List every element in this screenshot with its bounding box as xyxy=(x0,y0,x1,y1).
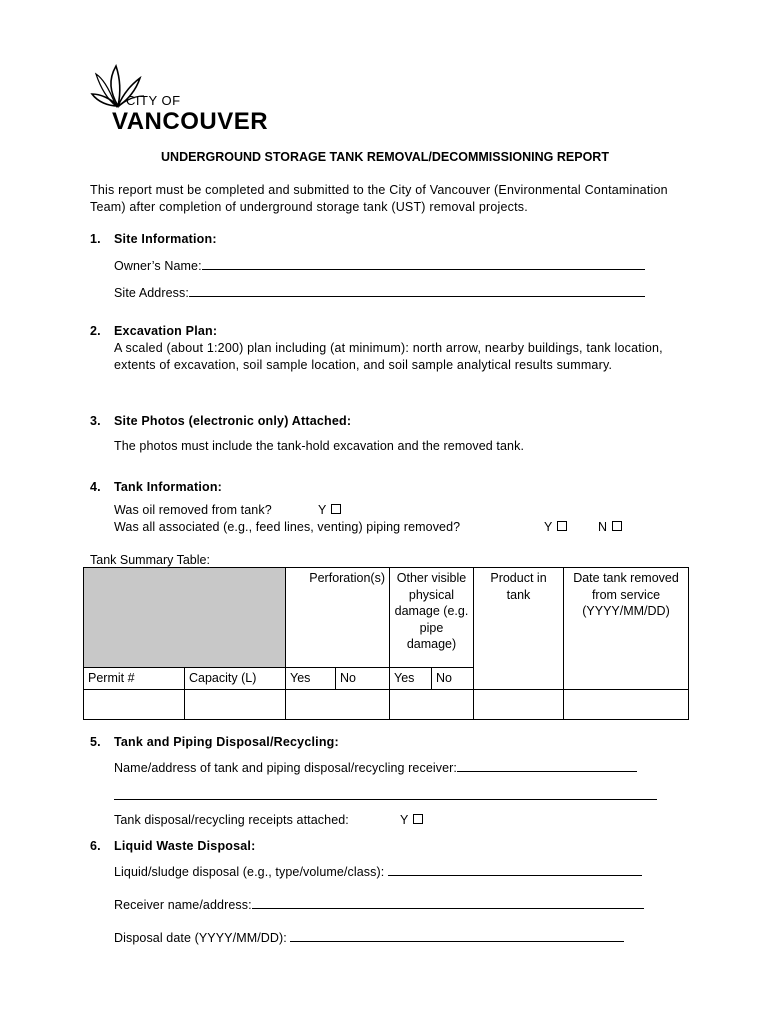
section-number: 1. xyxy=(90,232,101,246)
oil-removed-yes-checkbox[interactable] xyxy=(331,504,341,514)
piping-removed-question: Was all associated (e.g., feed lines, venting) piping removed? xyxy=(114,520,461,534)
section-1-heading xyxy=(90,232,217,246)
owner-name-row xyxy=(114,257,645,273)
yes-label: Y xyxy=(400,813,409,827)
section-number: 2. xyxy=(90,324,101,338)
damage-no-header: No xyxy=(432,668,474,690)
date-removed-header: Date tank removed from service (YYYY/MM/DD) xyxy=(564,568,689,690)
permit-header: Permit # xyxy=(84,668,185,690)
permit-cell[interactable] xyxy=(84,689,185,719)
piping-removed-no-checkbox[interactable] xyxy=(612,521,622,531)
oil-removed-question: Was oil removed from tank? xyxy=(114,503,272,517)
other-damage-header: Other visible physical damage (e.g. pipe damage) xyxy=(390,568,474,668)
table-row xyxy=(84,689,689,719)
oil-removed-yes-option xyxy=(318,503,341,517)
section-title: Tank Information: xyxy=(114,480,223,494)
product-in-tank-header: Product in tank xyxy=(474,568,564,690)
tank-summary-table xyxy=(83,567,689,720)
receiver-address-field[interactable] xyxy=(252,896,644,909)
owner-name-label: Owner’s Name: xyxy=(114,259,202,273)
receiver-address-row xyxy=(114,896,644,912)
section-number: 4. xyxy=(90,480,101,494)
site-address-row xyxy=(114,284,645,300)
disposal-receiver-row xyxy=(114,759,637,775)
site-photos-text: The photos must include the tank-hold excavation and the removed tank. xyxy=(114,439,525,453)
capacity-cell[interactable] xyxy=(185,689,286,719)
capacity-header: Capacity (L) xyxy=(185,668,286,690)
section-title: Excavation Plan: xyxy=(114,324,218,338)
no-label: N xyxy=(598,520,608,534)
damage-cell[interactable] xyxy=(390,689,474,719)
section-title: Site Information: xyxy=(114,232,217,246)
table-header-blank xyxy=(84,568,286,668)
excavation-plan-text: A scaled (about 1:200) plan including (at minimum): north arrow, nearby buildings, tank location, extents of excavation, soil sample location, and soil sample analytical results summary. xyxy=(114,341,663,372)
disposal-receiver-field-2[interactable] xyxy=(114,787,657,803)
section-number: 5. xyxy=(90,735,101,749)
site-address-field[interactable] xyxy=(189,284,645,297)
disposal-receiver-field[interactable] xyxy=(457,759,637,772)
receipts-yes-option xyxy=(400,813,423,827)
disposal-date-label: Disposal date (YYYY/MM/DD): xyxy=(114,931,287,945)
receipts-yes-checkbox[interactable] xyxy=(413,814,423,824)
disposal-receiver-label: Name/address of tank and piping disposal/recycling receiver: xyxy=(114,761,457,775)
tank-summary-caption: Tank Summary Table: xyxy=(90,553,210,567)
receiver-address-label: Receiver name/address: xyxy=(114,898,252,912)
section-4-heading xyxy=(90,480,222,494)
site-address-label: Site Address: xyxy=(114,286,189,300)
city-of-vancouver-logo xyxy=(88,62,268,134)
yes-label: Y xyxy=(318,503,327,517)
section-number: 6. xyxy=(90,839,101,853)
piping-removed-yes-checkbox[interactable] xyxy=(557,521,567,531)
piping-removed-yes-option xyxy=(544,520,567,534)
damage-yes-header: Yes xyxy=(390,668,432,690)
liquid-disposal-label: Liquid/sludge disposal (e.g., type/volume/class): xyxy=(114,865,385,879)
intro-paragraph: This report must be completed and submitted to the City of Vancouver (Environmental Contamination Team) after completion of underground storage tank (UST) removal projects. xyxy=(90,183,668,214)
perforation-cell[interactable] xyxy=(286,689,390,719)
section-2-heading xyxy=(90,324,217,338)
disposal-date-field[interactable] xyxy=(290,929,624,942)
liquid-disposal-row xyxy=(114,863,642,879)
owner-name-field[interactable] xyxy=(202,257,645,270)
product-cell[interactable] xyxy=(474,689,564,719)
yes-label: Y xyxy=(544,520,553,534)
perforation-no-header: No xyxy=(336,668,390,690)
date-cell[interactable] xyxy=(564,689,689,719)
section-5-heading xyxy=(90,735,339,749)
section-3-heading xyxy=(90,414,351,428)
section-6-heading xyxy=(90,839,255,853)
perforation-yes-header: Yes xyxy=(286,668,336,690)
perforations-header: Perforation(s) xyxy=(286,568,390,668)
liquid-disposal-field[interactable] xyxy=(388,863,642,876)
piping-removed-no-option xyxy=(598,520,622,534)
report-title: UNDERGROUND STORAGE TANK REMOVAL/DECOMMISSIONING REPORT xyxy=(161,150,609,164)
receipts-attached-label: Tank disposal/recycling receipts attached: xyxy=(114,813,349,827)
logo-vancouver: VANCOUVER xyxy=(112,108,269,135)
section-title: Liquid Waste Disposal: xyxy=(114,839,256,853)
section-title: Site Photos (electronic only) Attached: xyxy=(114,414,352,428)
logo-city-of: CITY OF xyxy=(126,93,181,108)
disposal-date-row xyxy=(114,929,624,945)
section-title: Tank and Piping Disposal/Recycling: xyxy=(114,735,339,749)
section-number: 3. xyxy=(90,414,101,428)
